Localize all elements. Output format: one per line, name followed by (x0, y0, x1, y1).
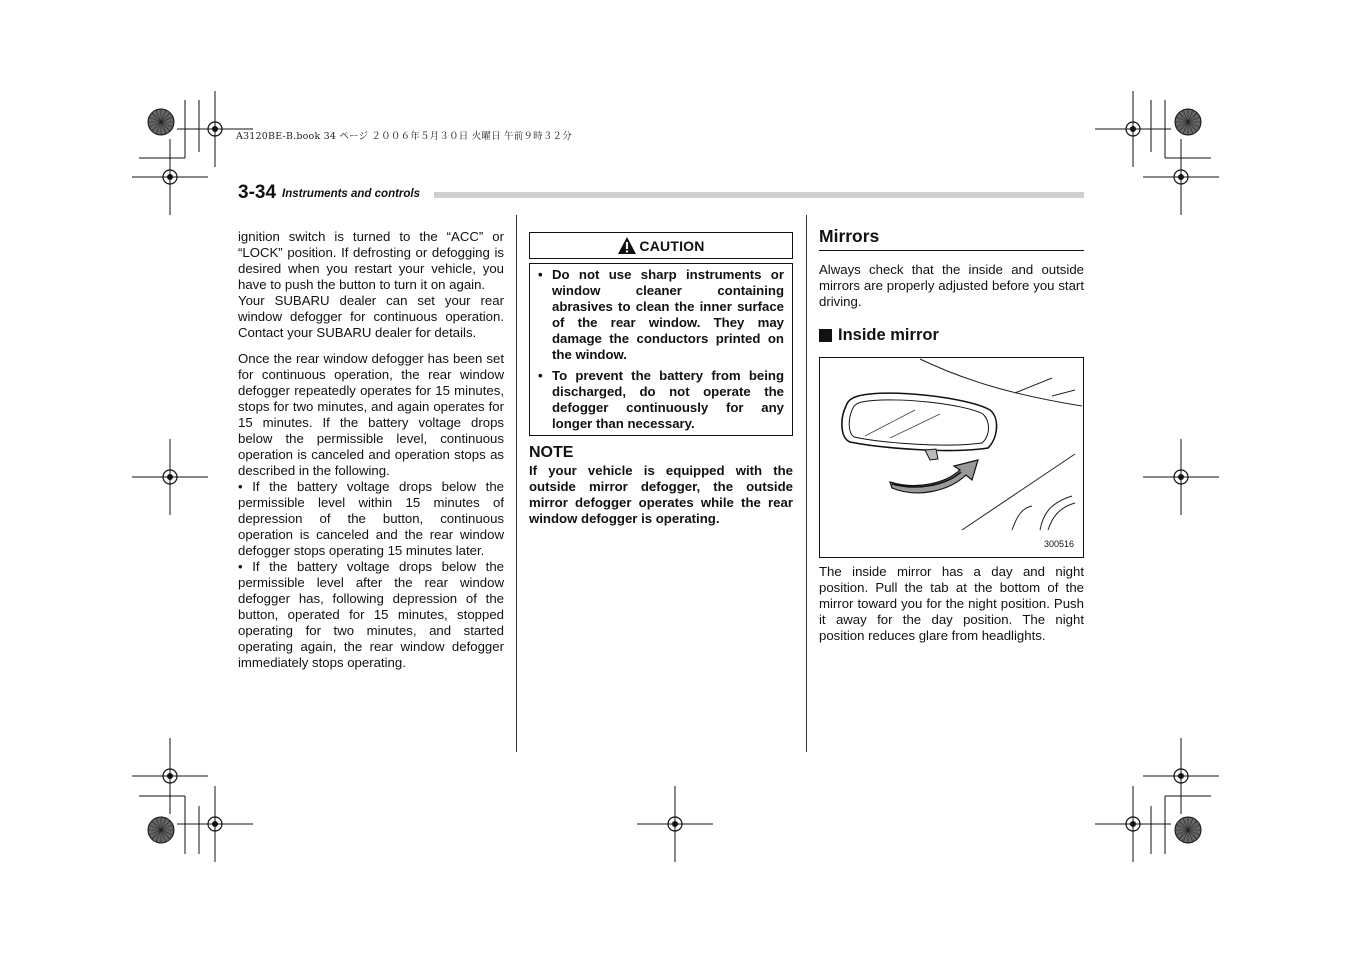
inside-mirror-illustration (820, 358, 1083, 557)
paragraph: Your SUBARU dealer can set your rear window defogger for continuous operation. Contact your SUBARU dealer for details. (238, 293, 504, 340)
inside-mirror-figure (819, 357, 1084, 558)
column-divider-right (806, 215, 807, 752)
caution-header (529, 232, 793, 259)
middle-column (529, 232, 793, 527)
inside-mirror-heading (819, 326, 1084, 345)
section-title: Instruments and controls (282, 188, 421, 200)
note-title: NOTE (529, 444, 574, 461)
header-bar (434, 192, 1084, 198)
caution-item-text: To prevent the battery from being discharged, do not operate the defogger continuously for any longer than necessary. (552, 368, 784, 431)
paragraph: ignition switch is turned to the “ACC” or “LOCK” position. If defrosting or defogging is desired when you restart your vehicle, you have to push the button to turn it on again. (238, 229, 504, 292)
print-info: A3120BE-B.book 34 ページ ２００６年５月３０日 火曜日 午前９時３２分 (236, 131, 572, 142)
bullet: • (538, 368, 543, 383)
right-column (819, 226, 1084, 644)
caution-item-text: Do not use sharp instruments or window cleaner containing abrasives to clean the inner surface of the rear window. They may damage the conductors printed on the window. (552, 267, 784, 362)
mirrors-intro: Always check that the inside and outside mirrors are properly adjusted before you start driving. (819, 262, 1084, 309)
column-divider-left (516, 215, 517, 752)
warning-icon (617, 236, 637, 255)
bullet-paragraph: • If the battery voltage drops below the permissible level after the rear window defogger has, following depression of the button, operated for 15 minutes, stopped operating for two minutes, and started operating again, the rear window defogger immediately stops operating. (238, 559, 504, 670)
left-column (238, 229, 504, 671)
figure-code: 300516 (1043, 539, 1074, 549)
inside-mirror-heading-text: Inside mirror (838, 326, 939, 344)
caution-box (529, 263, 793, 436)
bullet: • (538, 267, 543, 282)
paragraph: Once the rear window defogger has been set for continuous operation, the rear window defogger repeatedly operates for 15 minutes, stops for two minutes, and again operates for 15 minutes. If the battery voltage drops below the permissible level, continuous operation is canceled and operation stops as described in the following. (238, 351, 504, 478)
page-header (238, 182, 1084, 202)
caution-item (538, 368, 784, 432)
inside-mirror-description: The inside mirror has a day and night position. Pull the tab at the bottom of the mirror toward you for the night position. Push it away for the day position. The night position reduces glare from headlights. (819, 564, 1084, 643)
bullet-paragraph: • If the battery voltage drops below the permissible level within 15 minutes of depression of the button, continuous operation is canceled and the rear window defogger stops operating 15 minutes later. (238, 479, 504, 558)
page-number: 3-34 (238, 182, 277, 203)
caution-item (538, 267, 784, 363)
note-text: If your vehicle is equipped with the outside mirror defogger, the outside mirror defogger operates while the rear window defogger is operating. (529, 463, 793, 526)
mirrors-heading: Mirrors (819, 226, 1084, 251)
caution-title: CAUTION (639, 237, 705, 254)
square-bullet-icon (819, 329, 832, 342)
